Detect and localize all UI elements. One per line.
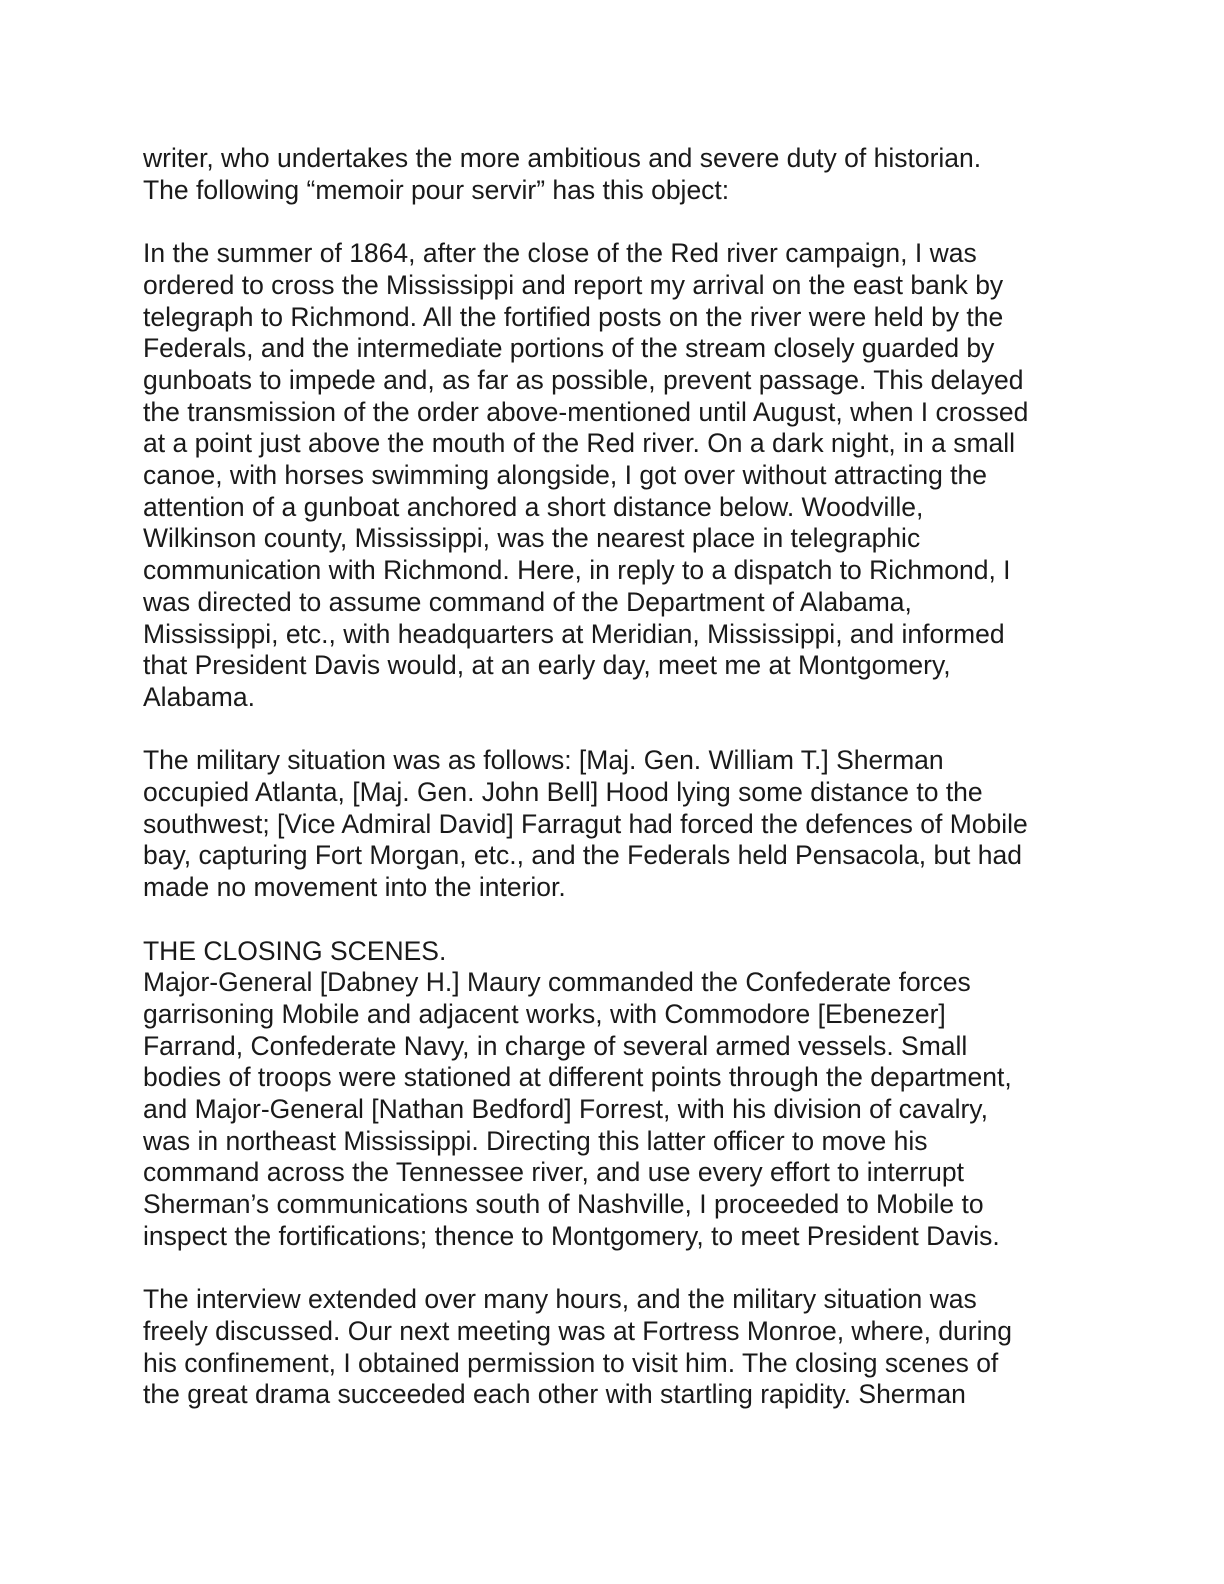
paragraph-military-situation: The military situation was as follows: [Maj. Gen. William T.] Sherman occupied Atlanta, [Maj. Gen. John Bell] Hood lying some distance to the southwest; [Vice Admiral David] Farragut had forced the defences of Mobile bay, capturing Fort Morgan, etc., and the Federals held Pensacola, but had made no movement into the interior. [143,745,1028,903]
paragraph-summer-1864: In the summer of 1864, after the close of the Red river campaign, I was ordered to cross the Mississippi and report my arrival on the east bank by telegraph to Richmond. All the fortified posts on the river were held by the Federals, and the intermediate portions of the stream closely guarded by gunboats to impede and, as far as possible, prevent passage. This delayed the transmission of the order above-mentioned until August, when I crossed at a point just above the mouth of the Red river. On a dark night, in a small canoe, with horses swimming alongside, I got over without attracting the attention of a gunboat anchored a short distance below. Woodville, Wilkinson county, Mississippi, was the nearest place in telegraphic communication with Richmond. Here, in reply to a dispatch to Richmond, I was directed to assume command of the Department of Alabama, Mississippi, etc., with headquarters at Meridian, Mississippi, and informed that President Davis would, at an early day, meet me at Montgomery, Alabama. [143,238,1029,712]
document-page [143,143,1083,1443]
paragraph-intro: writer, who undertakes the more ambitious and severe duty of historian. The following “memoir pour servir” has this object: [143,143,982,205]
section-heading: THE CLOSING SCENES. [143,935,447,966]
paragraph-interview: The interview extended over many hours, and the military situation was freely discussed. Our next meeting was at Fortress Monroe, where, during his confinement, I obtained permission to visit him. The closing scenes of the great drama succeeded each other with startling rapidity. Sherman [143,1284,1012,1410]
paragraph-maury-command: Major-General [Dabney H.] Maury commanded the Confederate forces garrisoning Mobile and adjacent works, with Commodore [Ebenezer] Farrand, Confederate Navy, in charge of several armed vessels. Small bodies of troops were stationed at different points through the department, and Major-General [Nathan Bedford] Forrest, with his division of cavalry, was in northeast Mississippi. Directing this latter officer to move his command across the Tennessee river, and use every effort to interrupt Sherman’s communications south of Nashville, I proceeded to Mobile to inspect the fortifications; thence to Montgomery, to meet President Davis. [143,967,1012,1251]
